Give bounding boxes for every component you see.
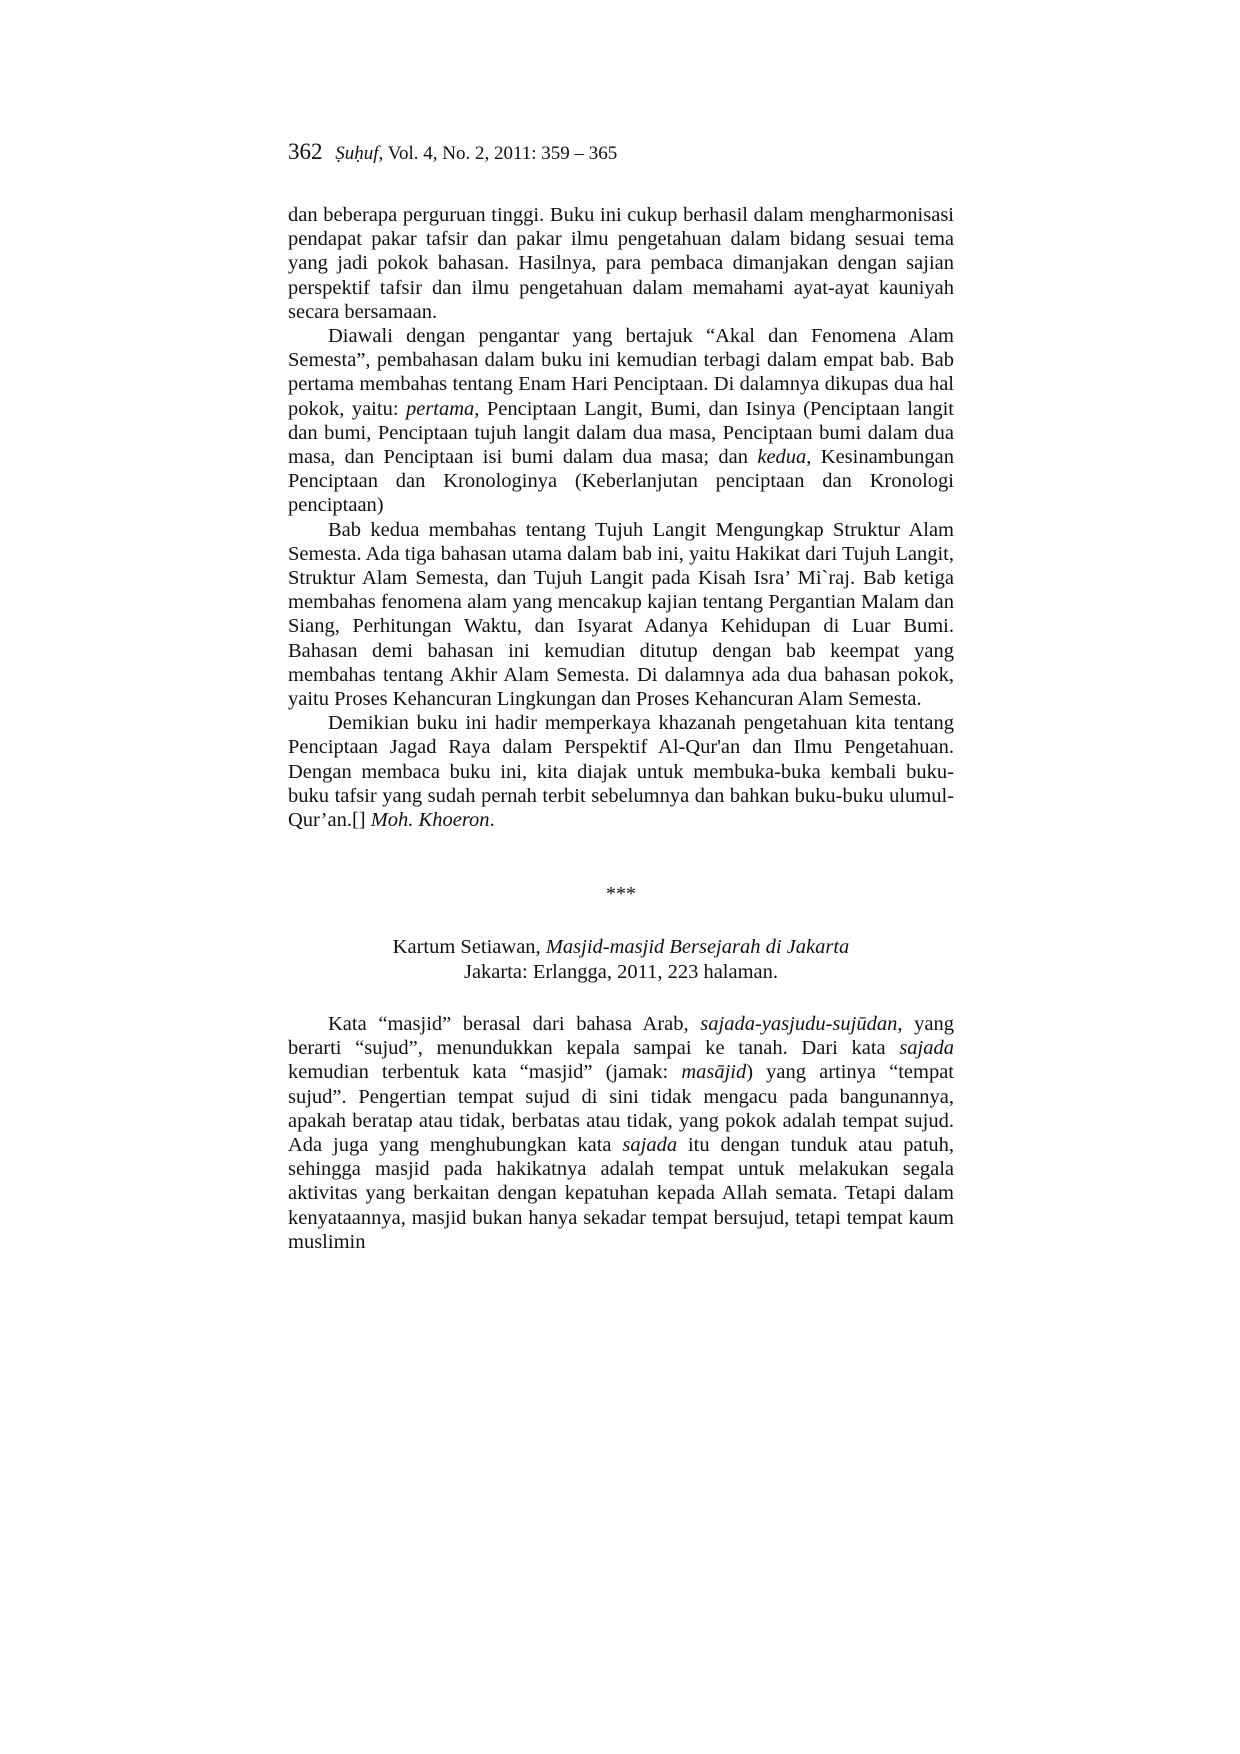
journal-citation: , Vol. 4, No. 2, 2011: 359 – 365 — [378, 143, 618, 164]
review-1-paragraph-4 — [288, 711, 954, 832]
book-title: Masjid-masjid Bersejarah di Jakarta — [545, 936, 850, 958]
reviewer-period: . — [489, 809, 495, 832]
emphasis-masajid: masājid — [681, 1061, 747, 1084]
review-2-paragraph-1 — [288, 1012, 954, 1254]
review-1-paragraph-4-text: Demikian buku ini hadir memperkaya khazanah pengetahuan kita tentang Penciptaan Jagad Raya dalam Perspektif Al-Qur'an dan Ilmu Pengetahuan. Dengan membaca buku ini, kita diajak untuk membuka-buka kembali buku-buku tafsir yang sudah pernah terbit sebelumnya dan bahkan buku-buku ulumul-Qur’an.[] — [288, 712, 954, 832]
review-1-paragraph-2-text-b: Penciptaan Langit, Bumi, dan Isinya (Penciptaan langit dan bumi, Penciptaan tujuh langit dalam dua masa, Penciptaan bumi dalam dua masa, dan Penciptaan isi bumi dalam dua masa; dan — [288, 397, 954, 469]
review-1-paragraph-1: dan beberapa perguruan tinggi. Buku ini cukup berhasil dalam mengharmonisasi pendapat pakar tafsir dan pakar ilmu pengetahuan dalam bidang sesuai tema yang jadi pokok bahasan. Hasilnya, para pembaca dimanjakan dengan sajian perspektif tafsir dan ilmu pengetahuan dalam memahami ayat-ayat kauniyah secara bersamaan. — [288, 204, 954, 323]
page-number: 362 — [288, 139, 323, 164]
review-2-text-d: ) yang artinya “tempat sujud”. Pengertian tempat sujud di sini tidak mengacu pada bangunannya, apakah beratap atau tidak, berbatas atau tidak, yang pokok adalah tempat sujud. Ada juga yang menghubungkan kata — [288, 1061, 954, 1157]
review-1-body — [288, 203, 954, 832]
emphasis-sajada: sajada — [899, 1037, 954, 1060]
review-1-paragraph-2 — [288, 324, 954, 518]
review-2-text-e: itu dengan tunduk atau patuh, sehingga masjid pada hakikatnya adalah tempat untuk melakukan segala aktivitas yang berkaitan dengan kepatuhan kepada Allah semata. Tetapi dalam kenyataannya, masjid bukan hanya sekadar tempat bersujud, tetapi tempat kaum muslimin — [288, 1134, 954, 1253]
emphasis-pertama: pertama, — [405, 397, 480, 420]
reviewer-name: Moh. Khoeron — [370, 809, 490, 832]
emphasis-sajada-yasjudu: sajada-yasjudu-sujūdan — [700, 1013, 898, 1035]
review-2-text-a: Kata “masjid” berasal dari bahasa Arab, — [328, 1013, 701, 1035]
emphasis-sajada-2: sajada — [622, 1134, 678, 1157]
review-1-paragraph-3: Bab kedua membahas tentang Tujuh Langit Mengungkap Struktur Alam Semesta. Ada tiga bahasan utama dalam bab ini, yaitu Hakikat dari Tujuh Langit, Struktur Alam Semesta, dan Tujuh Langit pada Kisah Isra’ Mi`raj. Bab ketiga membahas fenomena alam yang mencakup kajian tentang Pergantian Malam dan Siang, Perhitungan Waktu, dan Isyarat Adanya Kehidupan di Luar Bumi. Bahasan demi bahasan ini kemudian ditutup dengan bab keempat yang membahas tentang Akhir Alam Semesta. Di dalamnya ada dua bahasan pokok, yaitu Proses Kehancuran Lingkungan dan Proses Kehancuran Alam Semesta. — [288, 518, 954, 711]
review-1-paragraph-2-text-a: Diawali dengan pengantar yang bertajuk “Akal dan Fenomena Alam Semesta”, pembahasan dalam buku ini kemudian terbagi dalam empat bab. Bab pertama membahas tentang Enam Hari Penciptaan. Di dalamnya dikupas dua hal pokok, yaitu: — [288, 325, 954, 420]
book-author: Kartum Setiawan, — [392, 936, 546, 958]
review-2-text-c: kemudian terbentuk kata “masjid” (jamak: — [288, 1061, 682, 1084]
book-publication: Jakarta: Erlangga, 2011, 223 halaman. — [463, 961, 779, 983]
review-2-text-b: , yang berarti “sujud”, menundukkan kepala sampai ke tanah. Dari kata — [288, 1013, 954, 1060]
review-1-paragraph-2-text-c: Kesinambungan Penciptaan dan Kronologinya (Keberlanjutan penciptaan dan Kronologi penciptaan) — [288, 446, 954, 517]
review-2-body — [288, 1012, 954, 1254]
emphasis-kedua: kedua, — [757, 446, 812, 469]
running-head — [288, 140, 617, 166]
book-citation — [288, 935, 954, 985]
book-author-title-line — [288, 935, 954, 960]
section-separator: *** — [606, 883, 636, 905]
journal-title: Ṣuḥuf — [335, 143, 379, 164]
